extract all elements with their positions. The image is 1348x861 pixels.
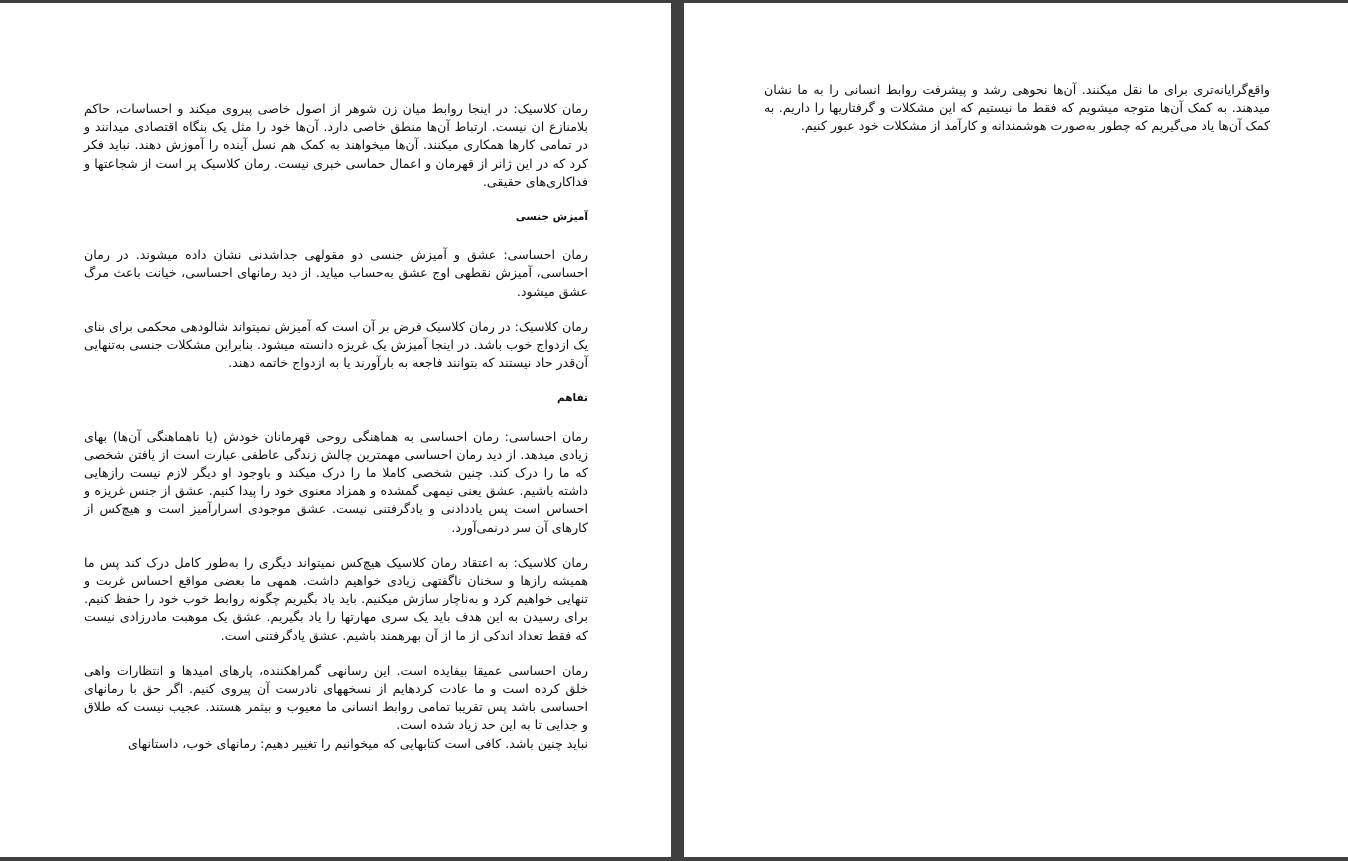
paragraph-emotional-useless: رمان احساسی عمیقا بیفایده است. این رسانهی گمراهکننده، پارهای امیدها و انتظارات واهی خلق کرده است و ما عادت کردهایم از نسخههای نادرست آن پیروی کنیم. اگر حق با رمانهای احساسی باشد پس تقریبا تمامی روابط انسانی ما معیوب و بیثمر هستند. عجیب نیست که طلاق و جدایی تا به این حد زیاد شده است.	[84, 662, 588, 733]
paragraph-should-not-be: نباید چنین باشد. کافی است کتابهایی که میخوانیم را تغییر دهیم: رمانهای خوب، داستانهای	[127, 735, 588, 751]
paragraph-classic-relationship: رمان کلاسیک: در اینجا روابط میان زن شوهر از اصول خاصی پیروی میکند و احساسات، حاکم بلامنازع ان نیست. ارتباط آن‌ها منطق خاصی دارد. آن‌ها خود را مثل یک بنگاه اقتصادی میدانند و در تمامی کارها همکاری میکنند. آن‌ها میخواهند به کمک هم نسل آینده را آموزش دهند. نباید فکر کرد که در این ژانر از قهرمان و اعمال حماسی خبری نیست. رمان کلاسیک پر است از شجاعتها و فداکاری‌های حقیقی.	[84, 101, 588, 189]
page-text-column	[84, 100, 588, 753]
paragraph-classic-intercourse: رمان کلاسیک: در رمان کلاسیک فرض بر آن است که آمیزش نمیتواند شالودهی محکمی برای بنای یک ازدواج خوب باشد. در اینجا آمیزش یک غریزه دانسته میشود. بنابراین مشکلات جنسی به‌تنهایی آن‌قدر حاد نیستند که بتوانند فاجعه به بارآورند یا به ازدواج خاتمه دهند.	[84, 318, 588, 371]
section-heading-understanding: تفاهم	[557, 392, 588, 405]
paragraph-classic-understanding: رمان کلاسیک: به اعتقاد رمان کلاسیک هیچ‌کس نمیتواند دیگری را به‌طور کامل درک کند پس ما همیشه رازها و سخنان ناگفتهی زیادی خواهیم داشت. همهی ما بعضی مواقع احساس غربت و تنهایی خواهیم کرد و به‌ناچار سازش میکنیم. باید یاد بگیریم چگونه روابط خوب خود را حفظ کنیم. برای رسیدن به این هدف باید یک سری مهارتها را یاد بگیریم. عشق یک موهبت مادرزادی نیست که فقط تعداد اندکی از ما از آن بهرهمند باشیم. عشق یادگرفتنی است.	[84, 554, 588, 643]
page-text-column	[764, 81, 1270, 153]
document-page-right	[684, 3, 1348, 857]
paragraph-emotional-intercourse: رمان احساسی: عشق و آمیزش جنسی دو مقولهی جداشدنی نشان داده میشوند. در رمان احساسی، آمیزش نقطهی اوج عشق به‌حساب میاید. از دید رمانهای احساسی، خیانت باعث مرگ عشق میشود.	[84, 247, 588, 299]
paragraph-emotional-understanding: رمان احساسی: رمان احساسی به هماهنگی روحی قهرمانان خودش (یا ناهماهنگی آن‌ها) بهای زیادی میدهد. از دید رمان احساسی مهمترین چالش زندگی عاطفی عبارت است از یافتن شخصی که ما را درک کند. چنین شخصی کاملا ما را درک میکند و باوجود او دیگر لازم نیست رازهایی داشته باشیم. عشق یعنی نیمهی گمشده و همزاد معنوی خود را پیدا کنیم. عشق از جنس غریزه و احساس است پس یاددادنی و یادگرفتنی نیست. عشق موجودی اسرارآمیز است و هیچ‌کس از کارهای آن سر درنمی‌آورد.	[84, 428, 588, 535]
paragraph-realistic-stories: واقع‌گرایانه‌تری برای ما نقل میکنند. آن‌ها نحوهی رشد و پیشرفت روابط انسانی را به ما نشان میدهند. به کمک آن‌ها متوجه میشویم که فقط ما نیستیم که این مشکلات و گرفتاریها را داریم. به کمک آن‌ها یاد می‌گیریم که چطور به‌صورت هوشمندانه و کارآمد از مشکلات خود عبور کنیم.	[764, 82, 1270, 134]
section-heading-intercourse: آمیزش جنسی	[515, 211, 588, 224]
document-page-left	[0, 3, 671, 857]
